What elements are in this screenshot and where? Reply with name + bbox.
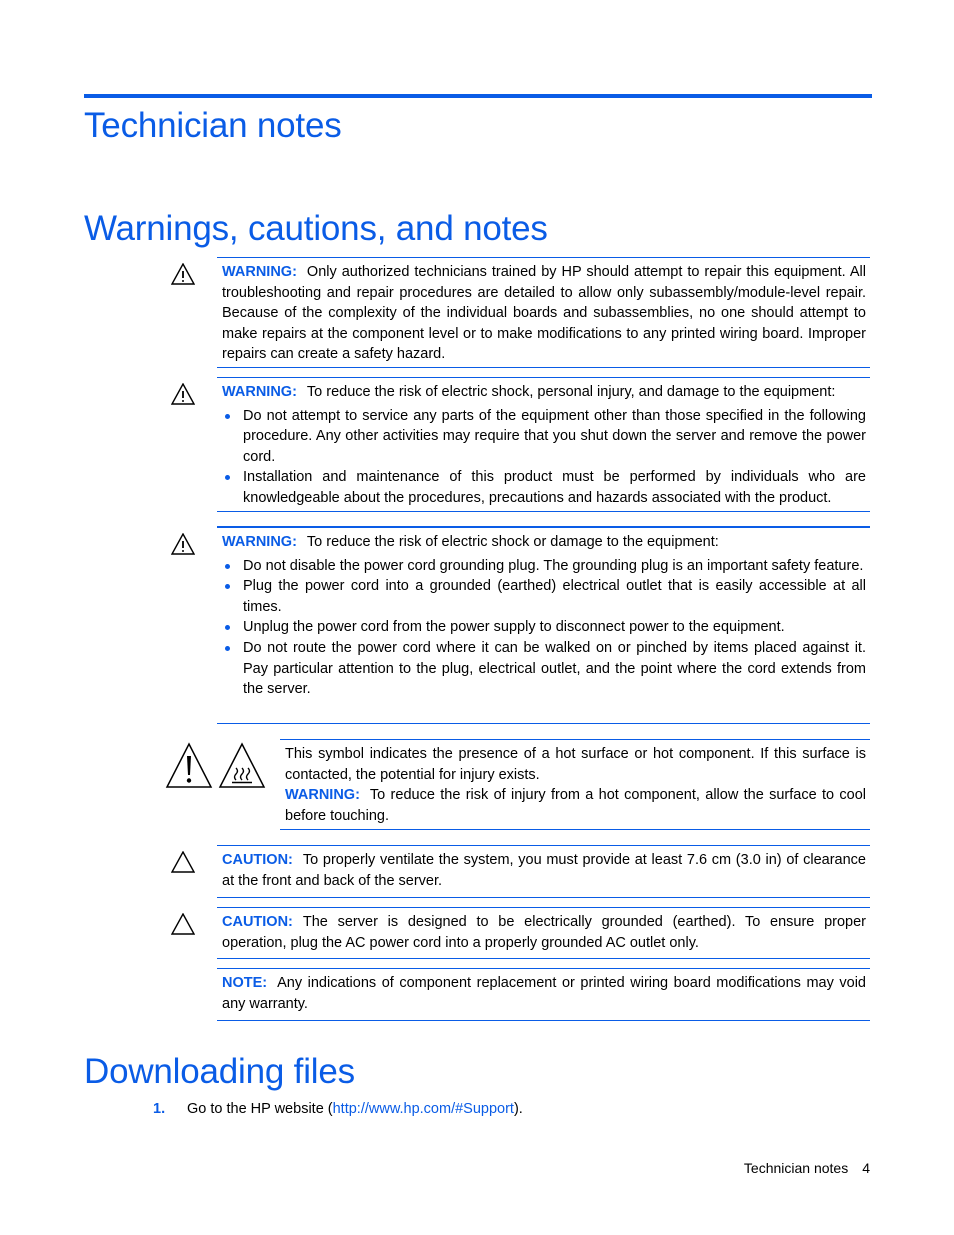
warning-triangle-large-icon: [165, 742, 213, 789]
caution-label: CAUTION:: [222, 914, 293, 930]
page-footer: [744, 1158, 870, 1178]
hp-support-link[interactable]: http://www.hp.com/#Support: [332, 1101, 514, 1117]
warning-note-1: [217, 257, 870, 368]
caution-label: CAUTION:: [222, 852, 293, 868]
page-title: Technician notes: [84, 106, 342, 145]
hot-surface-icon: [218, 742, 266, 789]
bullet-icon: [225, 584, 230, 589]
bullet-icon: [225, 475, 230, 480]
note-box: [217, 968, 870, 1021]
note-text: Any indications of component replacement or printed wiring board modifications may void any warranty.: [222, 975, 866, 1012]
warning-note-3: [217, 526, 870, 724]
bullet-icon: [225, 564, 230, 569]
list-item: Do not disable the power cord grounding plug. The grounding plug is an important safety feature.: [222, 556, 866, 577]
warning-label: WARNING:: [285, 787, 360, 804]
warning-label: WARNING:: [222, 384, 297, 400]
list-item: Do not attempt to service any parts of the equipment other than those specified in the following procedure. Any other activities may require that you shut down the server and remove the power cord.: [222, 406, 866, 468]
warning-triangle-icon: [171, 263, 195, 285]
bullet-list: [222, 406, 866, 509]
section-heading-downloading: Downloading files: [84, 1052, 355, 1091]
title-rule: [84, 94, 872, 98]
caution-note-2: [217, 907, 870, 959]
caution-triangle-icon: [171, 913, 195, 935]
step-1: 1. Go to the HP website (http://www.hp.com/#Support).: [153, 1101, 523, 1117]
bullet-icon: [225, 414, 230, 419]
caution-text: To properly ventilate the system, you must provide at least 7.6 cm (3.0 in) of clearance at the front and back of the server.: [222, 852, 866, 889]
warning-text: To reduce the risk of electric shock or damage to the equipment:: [306, 534, 719, 550]
list-item: Unplug the power cord from the power supply to disconnect power to the equipment.: [222, 617, 866, 638]
warning-text: To reduce the risk of electric shock, personal injury, and damage to the equipment:: [306, 384, 836, 400]
step-number: 1.: [153, 1101, 166, 1117]
warning-label: WARNING:: [222, 534, 297, 550]
hot-surface-note: [280, 739, 870, 830]
list-item: Do not route the power cord where it can be walked on or pinched by items placed against it. Pay particular attention to the plug, electrical outlet, and the point where the cord extends from the server.: [222, 638, 866, 700]
note-label: NOTE:: [222, 975, 268, 991]
caution-triangle-icon: [171, 851, 195, 873]
warning-text: To reduce the risk of injury from a hot component, allow the surface to cool before touching.: [285, 787, 866, 824]
bullet-list: [222, 556, 866, 700]
list-item: Plug the power cord into a grounded (earthed) electrical outlet that is easily accessible at all times.: [222, 576, 866, 617]
caution-text: The server is designed to be electrically grounded (earthed). To ensure proper operation, plug the AC power cord into a properly grounded AC outlet only.: [222, 914, 866, 951]
bullet-icon: [225, 646, 230, 651]
footer-section: Technician notes: [743, 1160, 849, 1176]
page-number: 4: [862, 1160, 870, 1176]
section-heading-warnings: Warnings, cautions, and notes: [84, 209, 548, 248]
list-item: Installation and maintenance of this product must be performed by individuals who are knowledgeable about the procedures, precautions and hazards associated with the product.: [222, 467, 866, 508]
warning-label: WARNING:: [222, 264, 297, 280]
warning-triangle-icon: [171, 533, 195, 555]
hot-surface-text: This symbol indicates the presence of a hot surface or hot component. If this surface is contacted, the potential for injury exists.: [285, 746, 866, 783]
warning-text: Only authorized technicians trained by HP should attempt to repair this equipment. All troubleshooting and repair procedures are detailed to allow only subassembly/module-level repair. Because of the complexity of the individual boards and subassemblies, no one should attempt to make repairs at the component level or to make modifications to any printed wiring board. Improper repairs can create a safety hazard.: [222, 264, 866, 363]
caution-note-1: [217, 845, 870, 898]
warning-triangle-icon: [171, 383, 195, 405]
warning-note-2: [217, 377, 870, 512]
bullet-icon: [225, 625, 230, 630]
